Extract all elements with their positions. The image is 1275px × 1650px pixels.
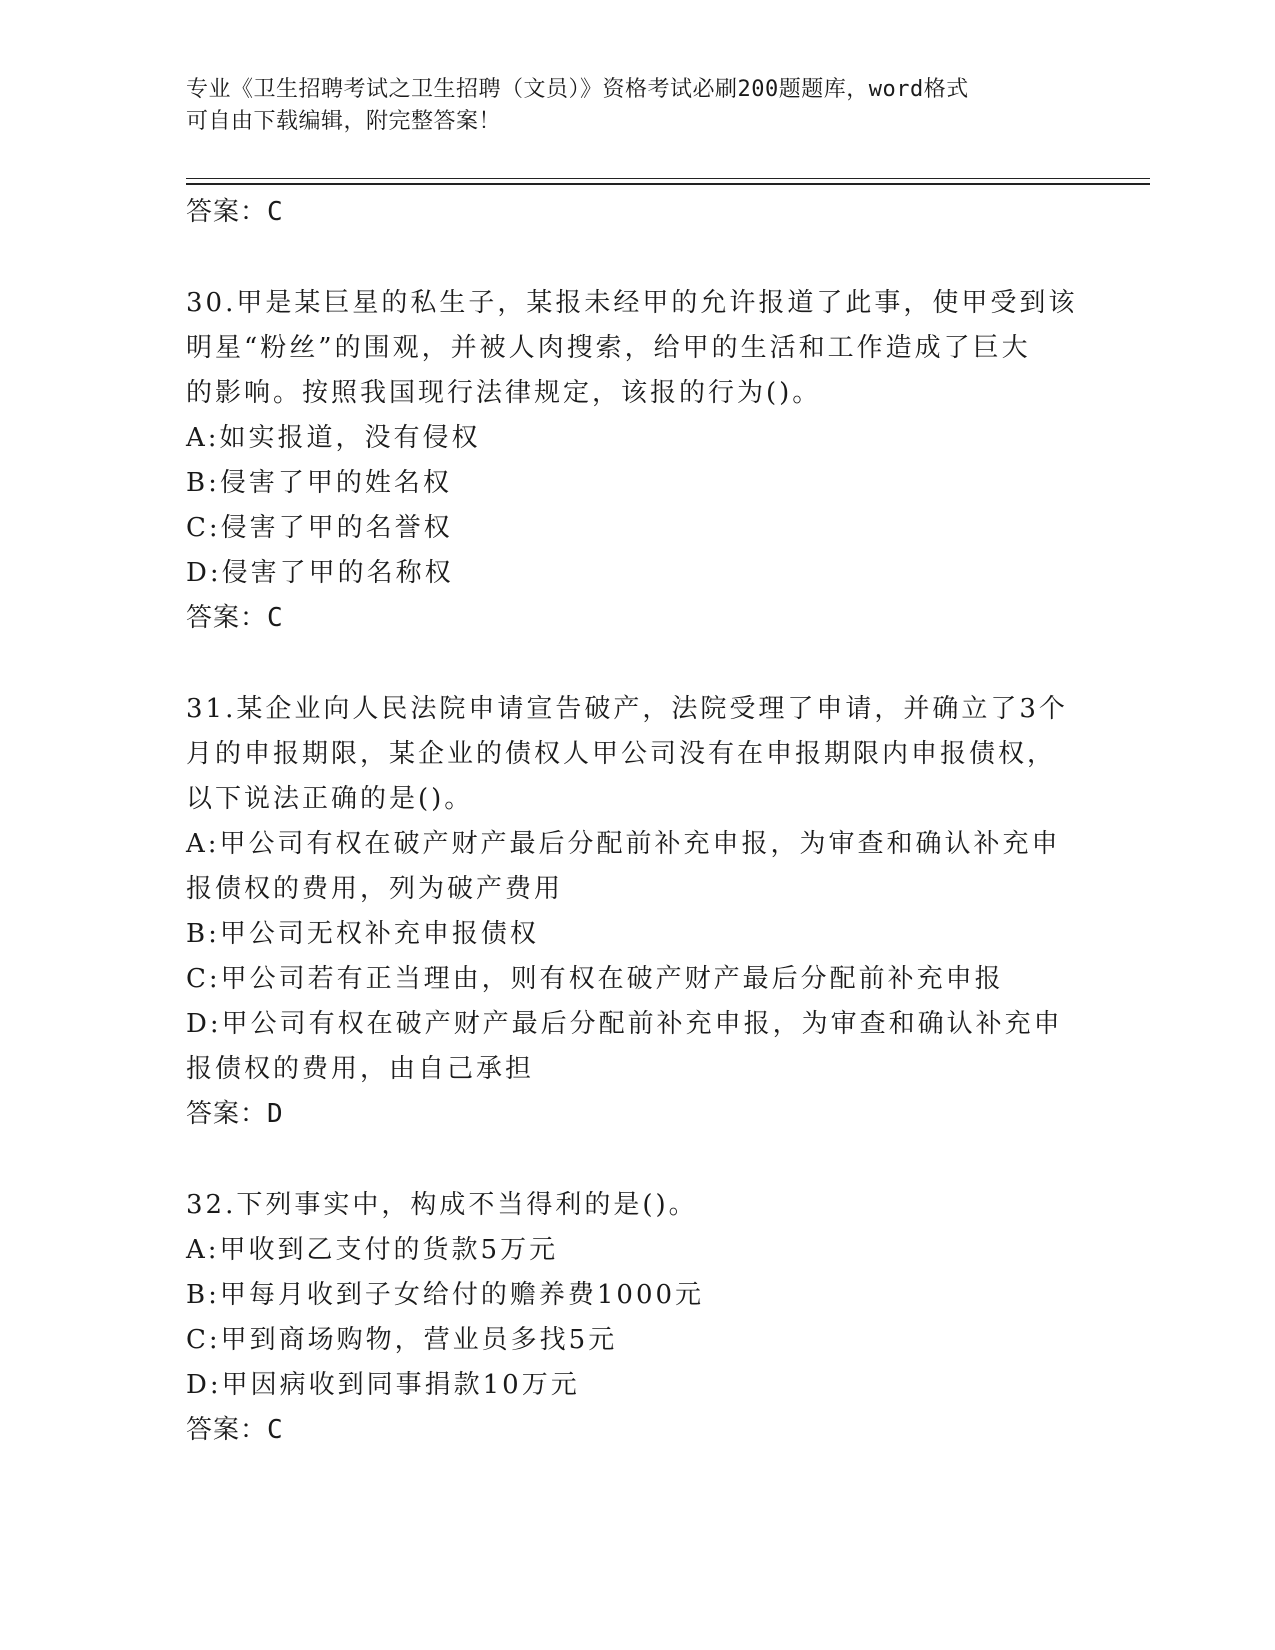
question-stem-line: 月的申报期限，某企业的债权人甲公司没有在申报期限内申报债权， (186, 739, 1057, 769)
option-a: A:如实报道，没有侵权 (186, 423, 481, 453)
question-stem-line: 31.某企业向人民法院申请宣告破产，法院受理了申请，并确立了3个 (186, 694, 1068, 724)
option-a-continued: 报债权的费用，列为破产费用 (186, 874, 564, 904)
question-32 (186, 1183, 1086, 1453)
option-d: D:侵害了甲的名称权 (186, 558, 454, 588)
header-line-1: 专业《卫生招聘考试之卫生招聘（文员）》资格考试必刷200题题库，word格式 (186, 77, 969, 102)
question-stem-line: 的影响。按照我国现行法律规定，该报的行为()。 (186, 378, 822, 408)
question-stem-line: 明星“粉丝”的围观，并被人肉搜索，给甲的生活和工作造成了巨大 (186, 333, 1031, 363)
option-b: B:甲公司无权补充申报债权 (186, 919, 539, 949)
option-a: A:甲公司有权在破产财产最后分配前补充申报，为审查和确认补充申 (186, 829, 1061, 859)
question-stem-line: 30.甲是某巨星的私生子，某报未经甲的允许报道了此事，使甲受到该 (186, 288, 1078, 318)
option-a: A:甲收到乙支付的货款5万元 (186, 1235, 559, 1265)
document-header (186, 74, 1066, 138)
header-rule-thick (186, 183, 1150, 185)
option-c: C:甲到商场购物，营业员多找5元 (186, 1325, 618, 1355)
answer: 答案：C (186, 1415, 284, 1445)
header-rule-thin (186, 178, 1150, 179)
question-31 (186, 687, 1086, 1137)
option-c: C:侵害了甲的名誉权 (186, 513, 453, 543)
spacer (186, 235, 1086, 281)
answer: 答案：C (186, 603, 284, 633)
spacer (186, 641, 1086, 687)
document-body (186, 190, 1086, 1453)
option-c: C:甲公司若有正当理由，则有权在破产财产最后分配前补充申报 (186, 964, 1004, 994)
option-d-continued: 报债权的费用，由自己承担 (186, 1054, 535, 1084)
header-line-2: 可自由下载编辑，附完整答案！ (186, 109, 502, 134)
question-30 (186, 281, 1086, 641)
option-b: B:甲每月收到子女给付的赡养费1000元 (186, 1280, 705, 1310)
option-d: D:甲公司有权在破产财产最后分配前补充申报，为审查和确认补充申 (186, 1009, 1063, 1039)
option-b: B:侵害了甲的姓名权 (186, 468, 452, 498)
question-stem-line: 以下说法正确的是()。 (186, 784, 474, 814)
option-d: D:甲因病收到同事捐款10万元 (186, 1370, 580, 1400)
answer: 答案：D (186, 1099, 284, 1129)
spacer (186, 1137, 1086, 1183)
question-stem-line: 32.下列事实中，构成不当得利的是()。 (186, 1190, 698, 1220)
previous-answer: 答案：C (186, 197, 284, 227)
